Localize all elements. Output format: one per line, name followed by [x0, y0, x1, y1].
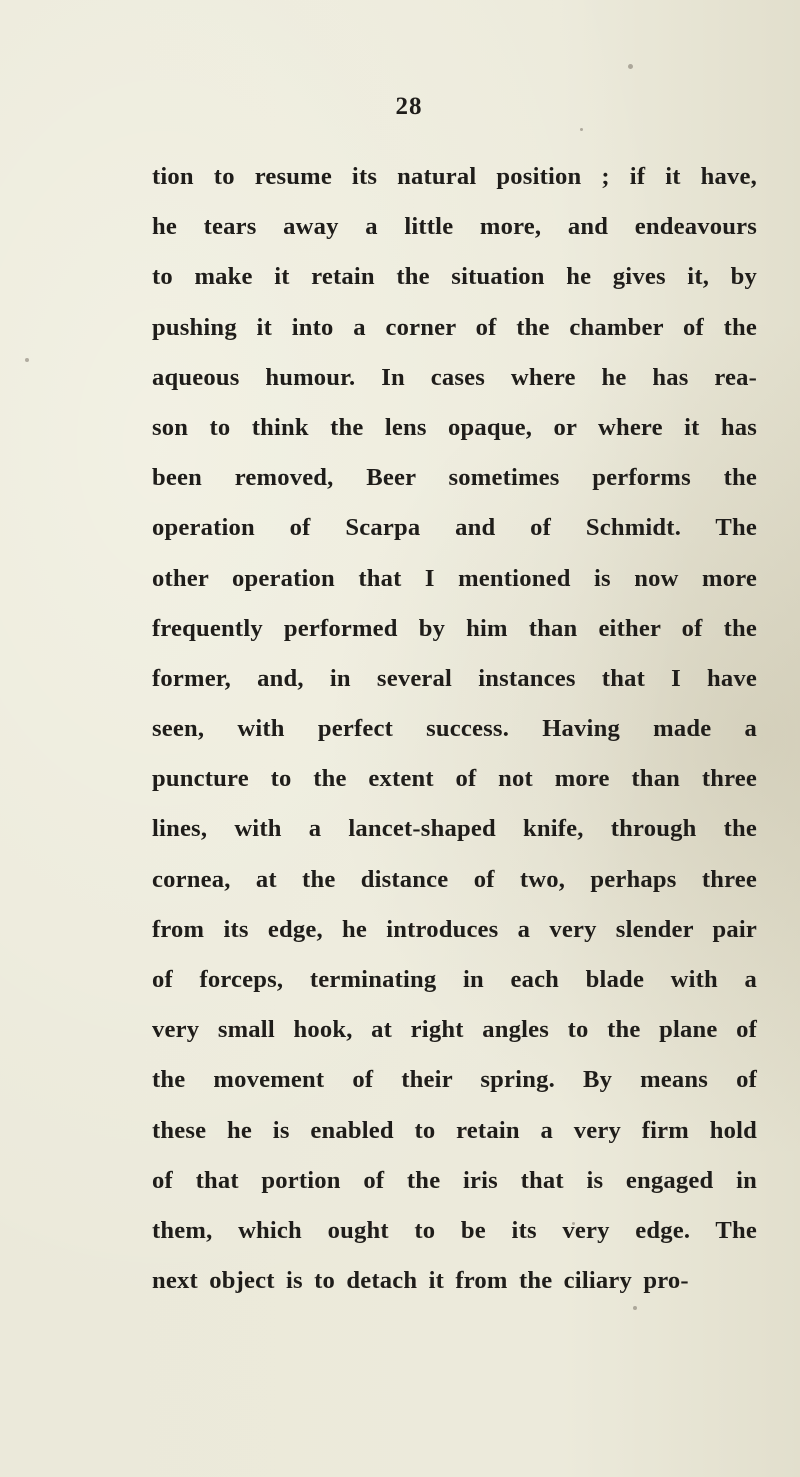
text-line: frequently performed by him than either of the	[152, 614, 757, 642]
text-line: operation of Scarpa and of Schmidt. The	[152, 514, 757, 542]
text-line: of forceps, terminating in each blade with a	[152, 966, 757, 993]
text-line: seen, with perfect success. Having made a	[152, 715, 757, 743]
text-line: cornea, at the distance of two, perhaps three	[152, 865, 757, 893]
text-line: very small hook, at right angles to the plane of	[152, 1016, 757, 1044]
text-line: pushing it into a corner of the chamber of the	[152, 313, 757, 341]
text-line: these he is enabled to retain a very firm hold	[152, 1116, 757, 1144]
paper-speck	[572, 1222, 575, 1225]
text-line: puncture to the extent of not more than three	[152, 765, 757, 793]
paper-speck	[25, 358, 29, 362]
paper-speck	[580, 128, 583, 131]
text-line: to make it retain the situation he gives it, by	[152, 263, 757, 291]
text-line: aqueous humour. In cases where he has rea-	[152, 363, 757, 391]
text-line: son to think the lens opaque, or where it has	[152, 413, 757, 441]
text-line: been removed, Beer sometimes performs the	[152, 464, 757, 492]
paper-speck	[628, 64, 633, 69]
text-line: from its edge, he introduces a very slender pair	[152, 915, 757, 943]
text-line: former, and, in several instances that I have	[152, 664, 757, 692]
text-line: next object is to detach it from the ciliary pro-	[152, 1267, 689, 1295]
text-line: them, which ought to be its very edge. The	[152, 1216, 757, 1244]
text-line: he tears away a little more, and endeavours	[152, 213, 757, 241]
page-number: 28	[395, 93, 423, 120]
text-line: lines, with a lancet-shaped knife, through the	[152, 815, 757, 843]
text-line: other operation that I mentioned is now more	[152, 564, 757, 592]
paper-speck	[633, 1306, 637, 1310]
text-line: tion to resume its natural position ; if it have,	[152, 163, 757, 190]
text-line: the movement of their spring. By means of	[152, 1066, 757, 1094]
body-text	[152, 157, 757, 1311]
text-line: of that portion of the iris that is engaged in	[152, 1166, 757, 1194]
